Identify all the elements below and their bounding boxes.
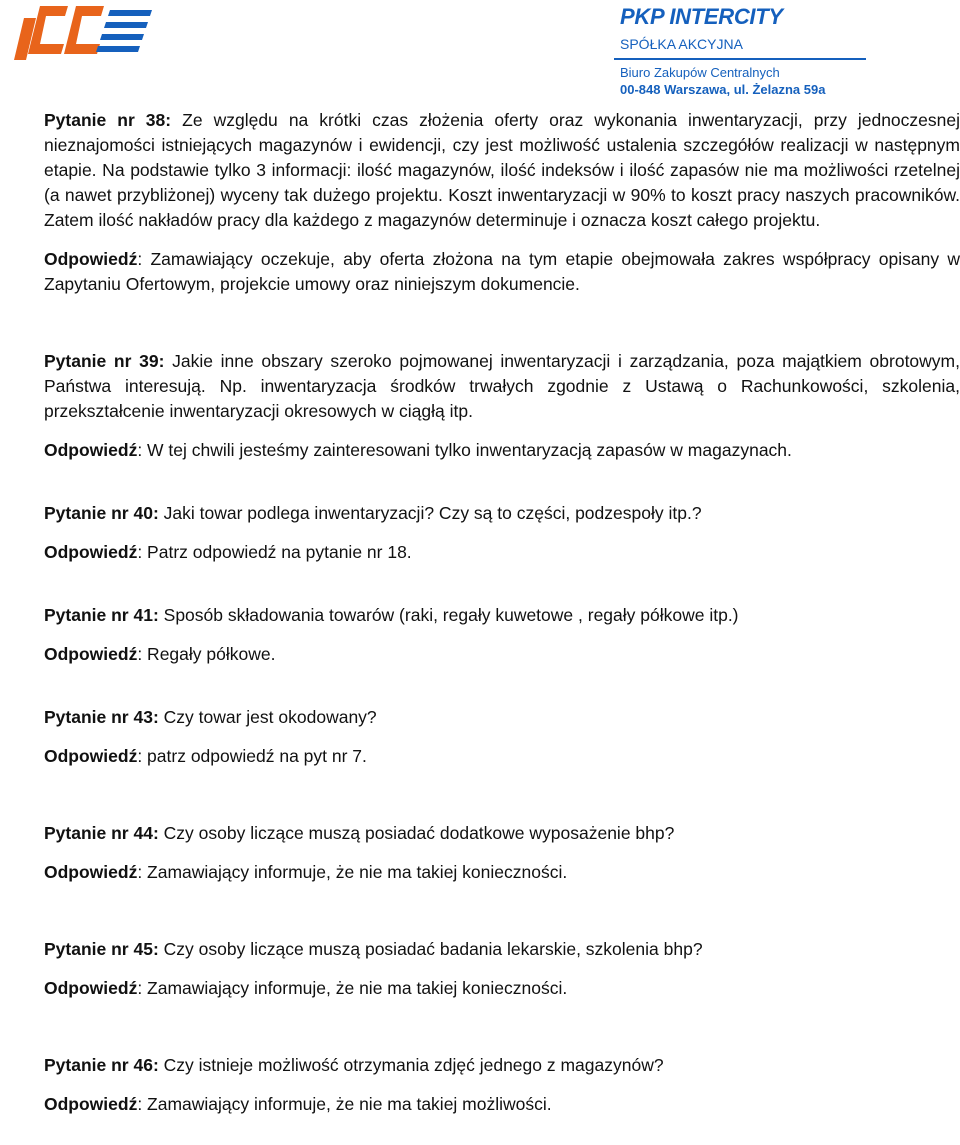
answer-label: Odpowiedź (44, 862, 138, 882)
question-text: Czy towar jest okodowany? (158, 707, 377, 727)
answer-45 (44, 976, 960, 1001)
answer-38 (44, 247, 960, 297)
question-label: Pytanie nr 41: (44, 605, 159, 625)
office-block (620, 64, 825, 98)
answer-label: Odpowiedź (44, 1094, 138, 1114)
question-label: Pytanie nr 40: (44, 503, 159, 523)
question-label: Pytanie nr 44: (44, 823, 159, 843)
answer-label: Odpowiedź (44, 542, 138, 562)
answer-44 (44, 860, 960, 885)
header-divider (614, 58, 866, 60)
answer-39 (44, 438, 960, 463)
question-45 (44, 937, 960, 962)
question-43 (44, 705, 960, 730)
office-address: 00-848 Warszawa, ul. Żelazna 59a (620, 82, 826, 97)
answer-text: : Regały półkowe. (137, 644, 276, 664)
question-40 (44, 501, 960, 526)
question-text: Czy osoby liczące muszą posiadać dodatkowe wyposażenie bhp? (158, 823, 675, 843)
question-38 (44, 108, 960, 233)
question-label: Pytanie nr 46: (44, 1055, 159, 1075)
question-text: Czy istnieje możliwość otrzymania zdjęć jednego z magazynów? (158, 1055, 664, 1075)
office-name: Biuro Zakupów Centralnych (620, 65, 780, 80)
answer-40 (44, 540, 960, 565)
answer-label: Odpowiedź (44, 746, 138, 766)
intercity-logo (6, 4, 156, 62)
question-label: Pytanie nr 43: (44, 707, 159, 727)
question-39 (44, 349, 960, 424)
question-label: Pytanie nr 39: (44, 351, 165, 371)
answer-label: Odpowiedź (44, 249, 138, 269)
answer-43 (44, 744, 960, 769)
answer-label: Odpowiedź (44, 978, 138, 998)
question-text: Jaki towar podlega inwentaryzacji? Czy są to części, podzespoły itp.? (158, 503, 702, 523)
question-label: Pytanie nr 38: (44, 110, 172, 130)
answer-label: Odpowiedź (44, 440, 138, 460)
company-type: SPÓŁKA AKCYJNA (620, 36, 743, 52)
question-text: Czy osoby liczące muszą posiadać badania lekarskie, szkolenia bhp? (158, 939, 703, 959)
answer-label: Odpowiedź (44, 644, 138, 664)
answer-text: : Zamawiający informuje, że nie ma takiej konieczności. (137, 978, 568, 998)
brand-name: PKP INTERCITY (620, 4, 783, 29)
answer-text: : patrz odpowiedź na pyt nr 7. (137, 746, 367, 766)
question-text: Sposób składowania towarów (raki, regały kuwetowe , regały półkowe itp.) (158, 605, 739, 625)
answer-text: : Patrz odpowiedź na pytanie nr 18. (137, 542, 412, 562)
question-44 (44, 821, 960, 846)
answer-text: : W tej chwili jesteśmy zainteresowani tylko inwentaryzacją zapasów w magazynach. (137, 440, 792, 460)
question-46 (44, 1053, 960, 1078)
question-text: Ze względu na krótki czas złożenia oferty oraz wykonania inwentaryzacji, przy jednoczesnej nieznajomości istniejących magazynów i ewidencji, czy jest możliwość ustalenia szczegółów realizacji w następnym etapie. Na podstawie tylko 3 informacji: ilość magazynów, ilość indeksów i ilość zapasów nie ma możliwości rzetelnej (a nawet przybliżonej) wyceny tak dużego projektu. Koszt inwentaryzacji w 90% to koszt pracy naszych pracowników. Zatem ilość nakładów pracy dla każdego z magazynów determinuje i oznacza koszt całego projektu. (44, 110, 960, 230)
answer-41 (44, 642, 960, 667)
answer-text: : Zamawiający oczekuje, aby oferta złożona na tym etapie obejmowała zakres współpracy opisany w Zapytaniu Ofertowym, projekcie umowy oraz niniejszym dokumencie. (44, 249, 960, 294)
question-41 (44, 603, 960, 628)
answer-text: : Zamawiający informuje, że nie ma takiej możliwości. (137, 1094, 552, 1114)
qa-document (44, 108, 960, 1117)
question-label: Pytanie nr 45: (44, 939, 159, 959)
answer-text: : Zamawiający informuje, że nie ma takiej konieczności. (137, 862, 568, 882)
question-text: Jakie inne obszary szeroko pojmowanej inwentaryzacji i zarządzania, poza majątkiem obrotowym, Państwa interesują. Np. inwentaryzacja środków trwałych zgodnie z Ustawą o Rachunkowości, szkolenia, przekształcenie inwentaryzacji okresowych w ciągłą itp. (44, 351, 960, 421)
answer-46 (44, 1092, 960, 1117)
